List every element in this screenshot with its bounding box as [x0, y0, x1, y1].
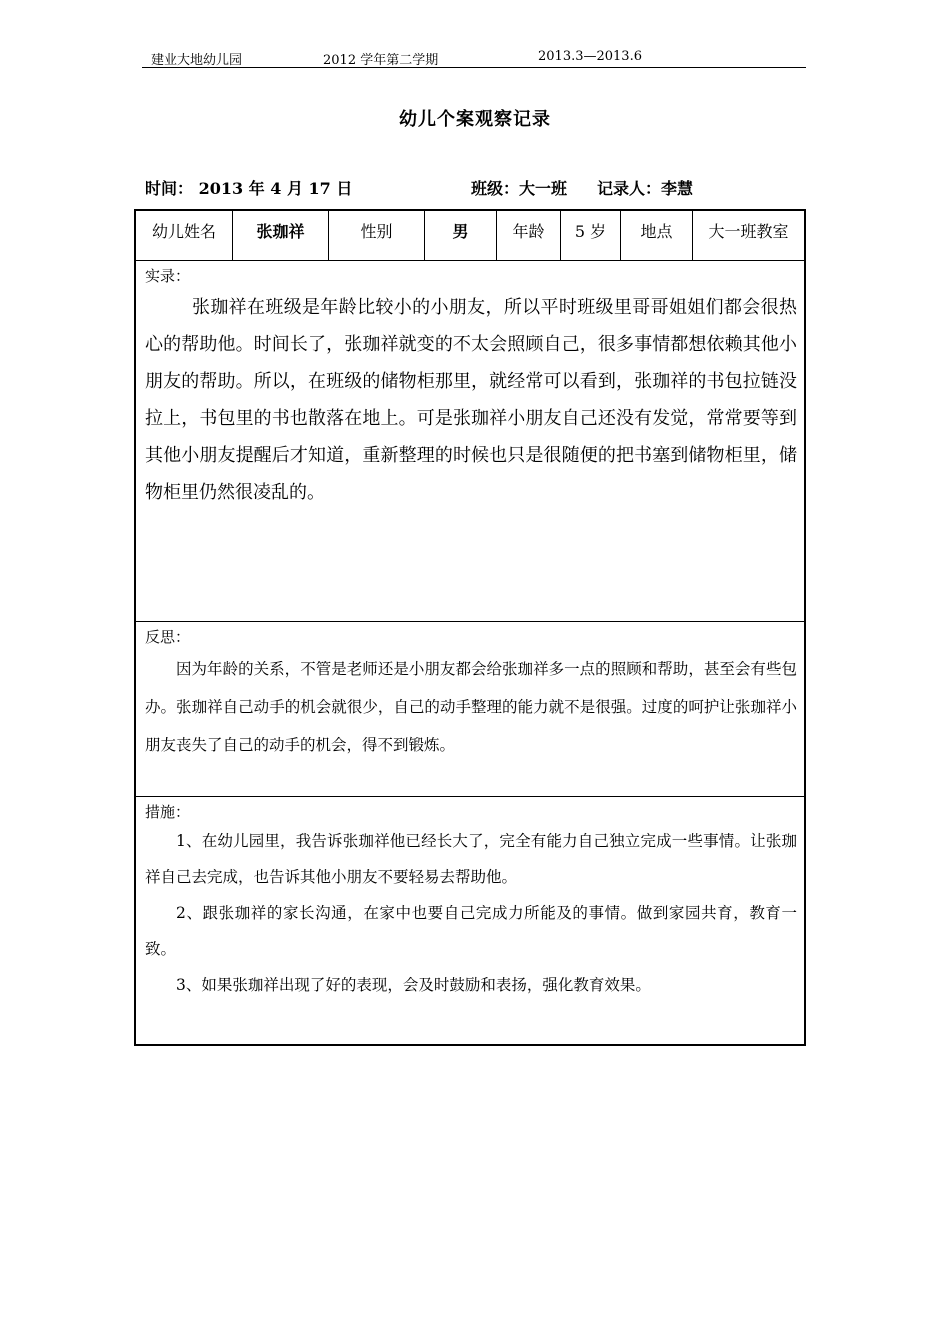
measure-item-1: 1、在幼儿园里，我告诉张珈祥他已经长大了，完全有能力自己独立完成一些事情。让张珈祥自己去完成，也告诉其他小朋友不要轻易去帮助他。 — [145, 832, 797, 886]
recorder: 记录人：李慧 — [597, 179, 694, 198]
measures-section — [136, 797, 804, 1044]
child-gender: 男 — [425, 211, 497, 260]
name-label: 幼儿姓名 — [136, 211, 233, 260]
record-class: 班级：大一班 — [471, 179, 568, 198]
age-label: 年龄 — [497, 211, 561, 260]
gender-label: 性别 — [329, 211, 425, 260]
reflection-section — [136, 622, 804, 797]
measure-item-2: 2、跟张珈祥的家长沟通，在家中也要自己完成力所能及的事情。做到家园共育，教育一致。 — [145, 904, 797, 958]
child-info-row — [136, 211, 804, 261]
record-text: 张珈祥在班级是年龄比较小的小朋友，所以平时班级里哥哥姐姐们都会很热心的帮助他。时间长了，张珈祥就变的不太会照顾自己，很多事情都想依赖其他小朋友的帮助。所以，在班级的储物柜那里，就经常可以看到，张珈祥的书包拉链没拉上，书包里的书也散落在地上。可是张珈祥小朋友自己还没有发觉，常常要等到其他小朋友提醒后才知道，重新整理的时候也只是很随便的把书塞到储物柜里，储物柜里仍然很凌乱的。 — [145, 297, 797, 503]
measures-label: 措施： — [145, 803, 191, 821]
page-header — [142, 47, 806, 68]
child-name: 张珈祥 — [233, 211, 329, 260]
record-label: 实录： — [145, 267, 191, 285]
observation-table — [134, 209, 806, 1046]
child-age: 5 岁 — [561, 211, 621, 260]
record-time: 时间： 2013 年 4 月 17 日 — [145, 179, 353, 198]
school-name: 建业大地幼儿园 — [151, 53, 243, 68]
place-label: 地点 — [621, 211, 693, 260]
document-title: 幼儿个案观察记录 — [399, 109, 551, 130]
record-section — [136, 261, 804, 622]
measures-list — [145, 823, 797, 1003]
reflection-label: 反思： — [145, 628, 191, 646]
measure-item-3: 3、如果张珈祥出现了好的表现，会及时鼓励和表扬，强化教育效果。 — [176, 976, 651, 994]
term-period: 2013.3—2013.6 — [538, 49, 642, 64]
school-term: 2012 学年第二学期 — [323, 53, 439, 68]
observation-place: 大一班教室 — [708, 222, 789, 241]
reflection-text: 因为年龄的关系，不管是老师还是小朋友都会给张珈祥多一点的照顾和帮助，甚至会有些包办。张珈祥自己动手的机会就很少，自己的动手整理的能力就不是很强。过度的呵护让张珈祥小朋友丧失了自己的动手的机会，得不到锻炼。 — [145, 660, 797, 754]
